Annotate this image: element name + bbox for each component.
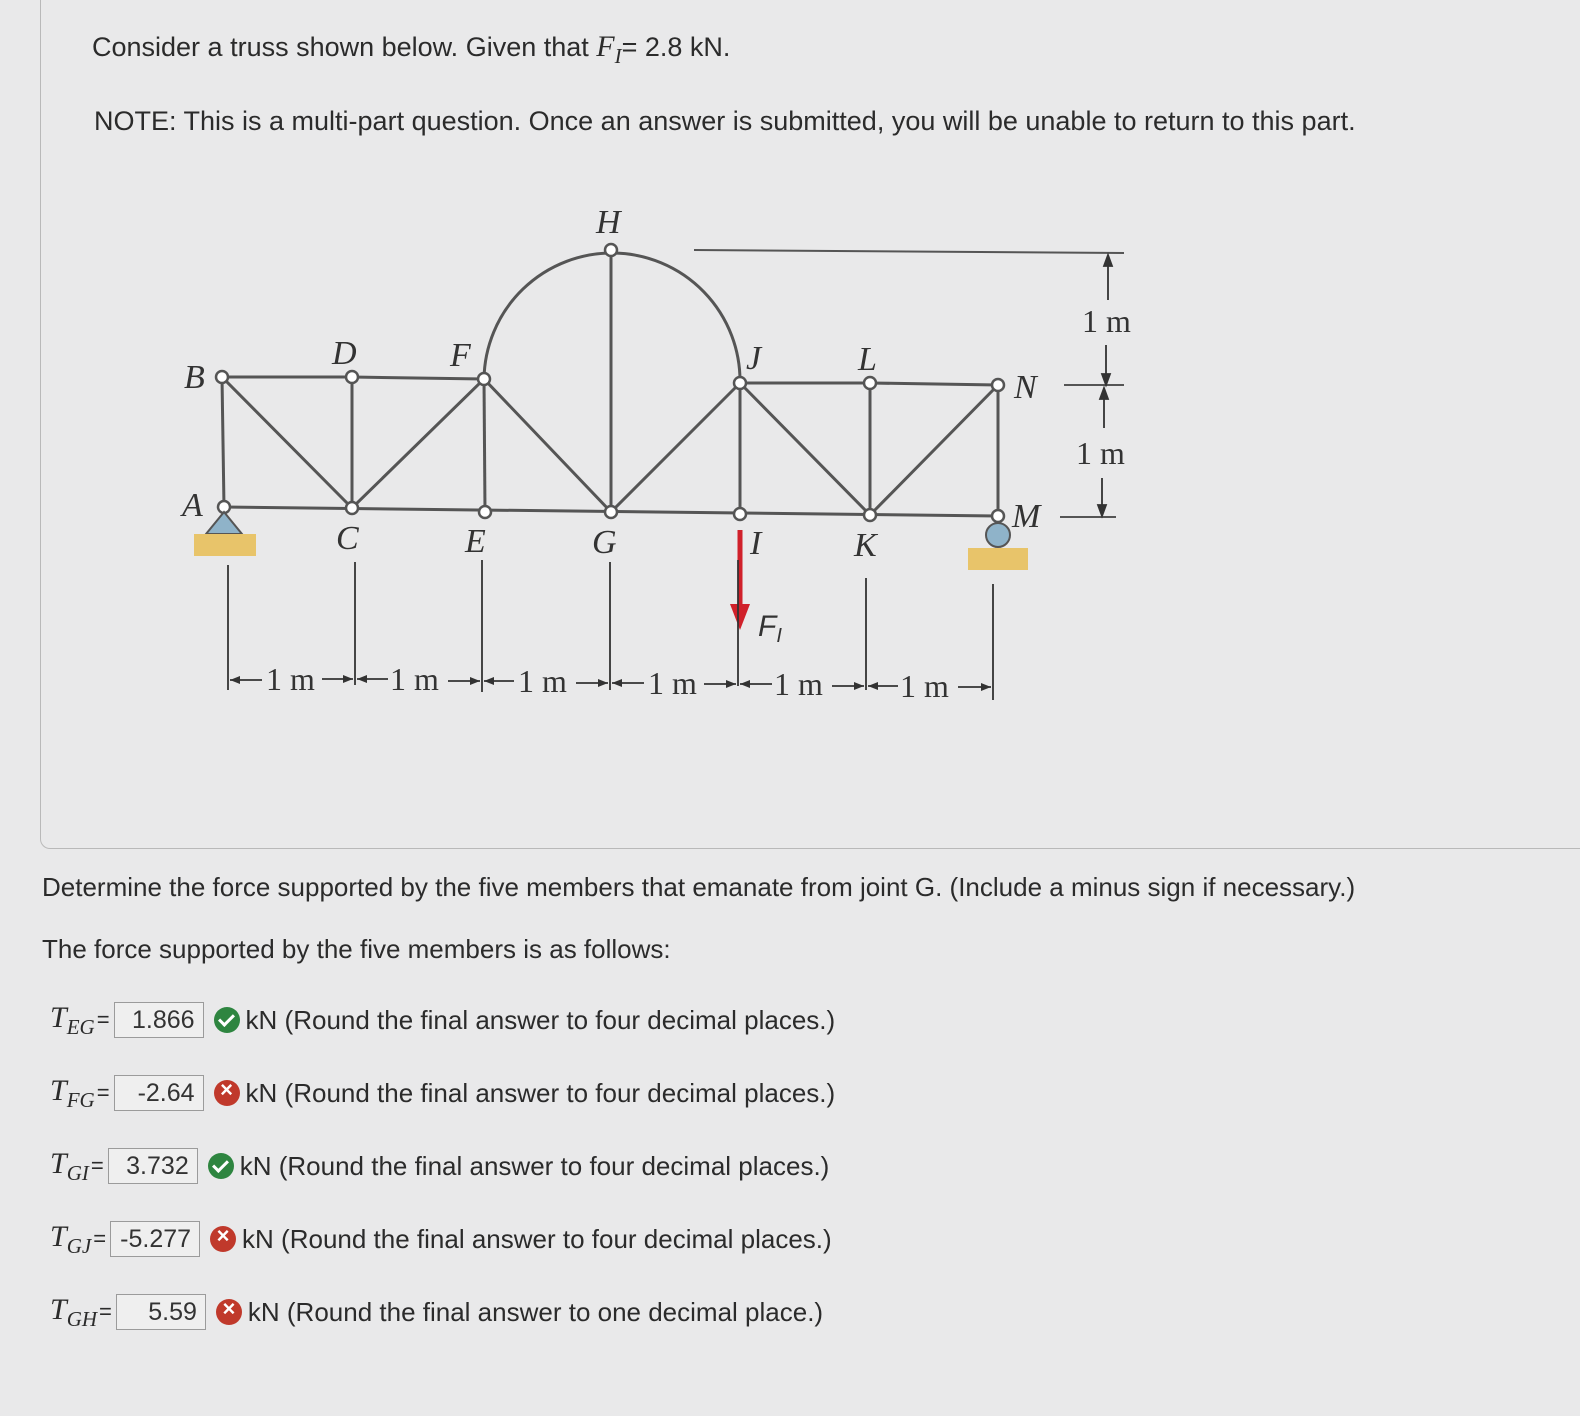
intro-text: The force supported by the five members is as follows: (42, 934, 671, 964)
span-label-3: 1 m (518, 663, 567, 699)
incorrect-x-icon (216, 1299, 242, 1325)
answer-symbol: $T_{GI}$ (50, 1146, 89, 1185)
joint-l (864, 377, 876, 389)
answer-row-eg: $T_{EG}$ = 1.866 kN (Round the final answer to four decimal places.) (50, 1000, 836, 1039)
label-n: N (1014, 369, 1037, 406)
question-text: Determine the force supported by the five members that emanate from joint G. (Include a minus sign if necessary.) (42, 872, 1356, 902)
top-reference-line (694, 250, 1124, 253)
span-label-1: 1 m (266, 661, 315, 697)
truss-members (222, 250, 998, 516)
joint-d (346, 371, 358, 383)
joint-c (346, 502, 358, 514)
joint-n (992, 379, 1004, 391)
label-a: A (182, 487, 203, 524)
given-value: = 2.8 kN. (621, 32, 731, 62)
joint-f (478, 373, 490, 385)
answer-row-fg: $T_{FG}$ = -2.64 × kN (Round the final answer to four decimal places.) (50, 1073, 835, 1113)
answer-input-eg[interactable]: 1.866 (114, 1002, 204, 1038)
label-d: D (332, 335, 357, 372)
answer-unit-text: kN (Round the final answer to four decimal places.) (239, 1150, 830, 1181)
incorrect-x-icon (214, 1080, 240, 1106)
answer-unit-text: kN (Round the final answer to four decimal places.) (245, 1077, 836, 1108)
span-label-5: 1 m (774, 666, 823, 702)
multi-part-note: NOTE: This is a multi-part question. Once an answer is submitted, you will be unable to return to this part. (94, 106, 1356, 136)
label-i: I (750, 525, 762, 562)
label-f: F (450, 337, 471, 374)
label-h: H (596, 204, 621, 241)
joint-b (216, 371, 228, 383)
label-c: C (336, 520, 359, 557)
joint-i (734, 508, 746, 520)
correct-check-icon (214, 1007, 240, 1033)
answer-input-fg[interactable]: -2.64 (114, 1075, 204, 1111)
load-label: $F_I$ (758, 610, 782, 647)
force-symbol: $F_I$ (596, 30, 622, 68)
height-label-bottom: 1 m (1076, 435, 1125, 471)
load-arrow-icon (730, 530, 750, 630)
joint-h (605, 244, 617, 256)
answer-row-gj: $T_{GJ}$ = -5.277 × kN (Round the final answer to four decimal places.) (50, 1219, 835, 1259)
label-k: K (854, 527, 877, 564)
span-label-6: 1 m (900, 668, 949, 704)
joint-m (992, 510, 1004, 522)
answer-symbol: $T_{FG}$ (50, 1073, 95, 1112)
answer-row-gh: $T_{GH}$ = 5.59 × kN (Round the final answer to one decimal place.) (50, 1292, 835, 1332)
answer-unit-text: kN (Round the final answer to four decimal places.) (245, 1004, 836, 1035)
height-label-top: 1 m (1082, 303, 1131, 339)
pin-support-icon (194, 512, 256, 556)
label-j: J (746, 340, 762, 377)
joint-g (605, 506, 617, 518)
joint-e (479, 506, 491, 518)
label-b: B (184, 359, 205, 396)
label-g: G (592, 524, 617, 561)
answer-row-gi: $T_{GI}$ = 3.732 kN (Round the final answer to four decimal places.) (50, 1146, 830, 1185)
joint-k (864, 509, 876, 521)
correct-check-icon (208, 1153, 234, 1179)
answer-unit-text: kN (Round the final answer to one decimal place.) (247, 1296, 824, 1327)
answer-symbol: $T_{GH}$ (50, 1292, 98, 1331)
answer-symbol: $T_{GJ}$ (50, 1219, 92, 1258)
span-label-2: 1 m (390, 661, 439, 697)
label-e: E (465, 523, 486, 560)
answer-symbol: $T_{EG}$ (50, 1000, 95, 1039)
label-l: L (858, 341, 877, 378)
answer-unit-text: kN (Round the final answer to four decimal places.) (242, 1223, 832, 1254)
incorrect-x-icon (210, 1226, 236, 1252)
joint-j (734, 377, 746, 389)
given-text: Consider a truss shown below. Given that (92, 32, 597, 62)
label-m: M (1012, 498, 1041, 535)
answer-input-gh[interactable]: 5.59 (116, 1294, 206, 1330)
span-dimension (228, 560, 993, 700)
answer-input-gi[interactable]: 3.732 (108, 1148, 198, 1184)
answer-list (50, 1000, 835, 1365)
answer-input-gj[interactable]: -5.277 (110, 1221, 200, 1257)
span-label-4: 1 m (648, 665, 697, 701)
